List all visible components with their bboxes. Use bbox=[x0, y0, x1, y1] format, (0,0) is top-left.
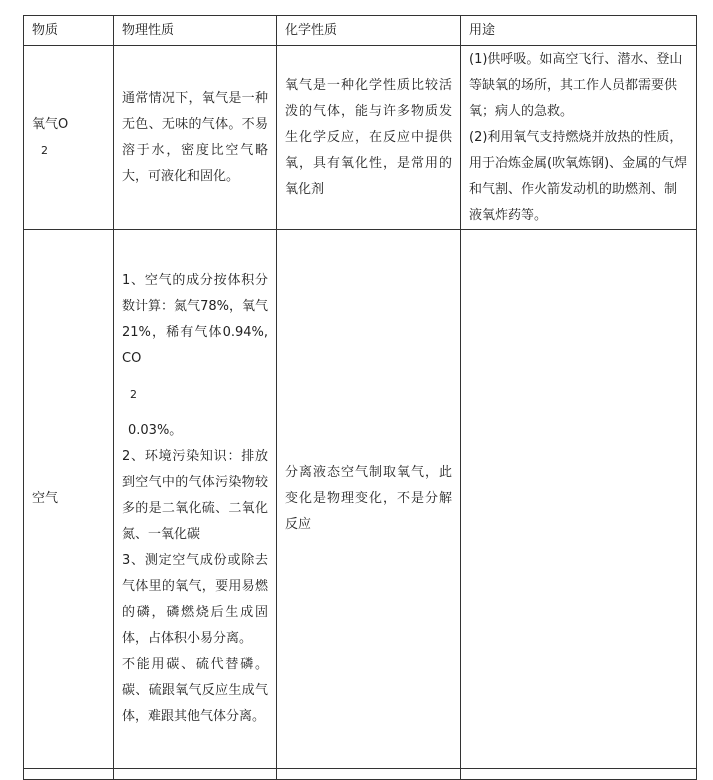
header-uses: 用途 bbox=[461, 16, 697, 46]
air-co2-fraction: 0.03%。 bbox=[128, 423, 183, 438]
cell-oxygen-physical: 通常情况下，氧气是一种无色、无味的气体。不易溶于水，密度比空气略大，可液化和固化。 bbox=[114, 46, 277, 230]
air-physical-note: 不能用碳、硫代替磷。碳、硫跟氧气反应生成气体，难跟其他气体分离。 bbox=[122, 657, 268, 724]
cell-partial-3 bbox=[277, 769, 461, 780]
oxygen-use-1: (1)供呼吸。如高空飞行、潜水、登山等缺氧的场所，其工作人员都需要供氧；病人的急救。 bbox=[469, 51, 683, 119]
header-row bbox=[24, 16, 697, 46]
cell-oxygen-name bbox=[24, 46, 114, 230]
table-row-air bbox=[24, 230, 697, 769]
air-physical-composition: 1、空气的成分按体积分数计算：氮气78%，氧气21%，稀有气体0.94%,CO bbox=[122, 273, 268, 366]
air-physical-pollution: 2、环境污染知识：排放到空气中的气体污染物较多的是二氧化硫、二氧化氮、一氧化碳 bbox=[122, 449, 268, 542]
cell-partial-2 bbox=[114, 769, 277, 780]
cell-air-physical bbox=[114, 230, 277, 769]
cell-partial-4 bbox=[461, 769, 697, 780]
header-substance: 物质 bbox=[24, 16, 114, 46]
header-chemical-properties: 化学性质 bbox=[277, 16, 461, 46]
oxygen-subscript: 2 bbox=[41, 143, 48, 157]
cell-partial-1 bbox=[24, 769, 114, 780]
oxygen-use-2: (2)利用氧气支持燃烧并放热的性质，用于冶炼金属(吹氧炼钢)、金属的气焊和气割、作火箭发动机的助燃剂、制液氧炸药等。 bbox=[469, 129, 688, 223]
cell-oxygen-uses bbox=[461, 46, 697, 230]
oxygen-name: 氧气O bbox=[32, 116, 69, 132]
cell-oxygen-chemical: 氧气是一种化学性质比较活泼的气体，能与许多物质发生化学反应，在反应中提供氧，具有氧化性，是常用的氧化剂 bbox=[277, 46, 461, 230]
air-co2-subscript: 2 bbox=[130, 388, 137, 401]
table-row-oxygen bbox=[24, 46, 697, 230]
header-physical-properties: 物理性质 bbox=[114, 16, 277, 46]
cell-air-uses bbox=[461, 230, 697, 769]
cell-air-chemical: 分离液态空气制取氧气，此变化是物理变化，不是分解反应 bbox=[277, 230, 461, 769]
cell-air-name: 空气 bbox=[24, 230, 114, 769]
table-row-partial bbox=[24, 769, 697, 780]
air-physical-measurement: 3、测定空气成份或除去气体里的氧气，要用易燃的磷，磷燃烧后生成固体，占体积小易分离。 bbox=[122, 553, 268, 646]
properties-table bbox=[23, 15, 697, 780]
